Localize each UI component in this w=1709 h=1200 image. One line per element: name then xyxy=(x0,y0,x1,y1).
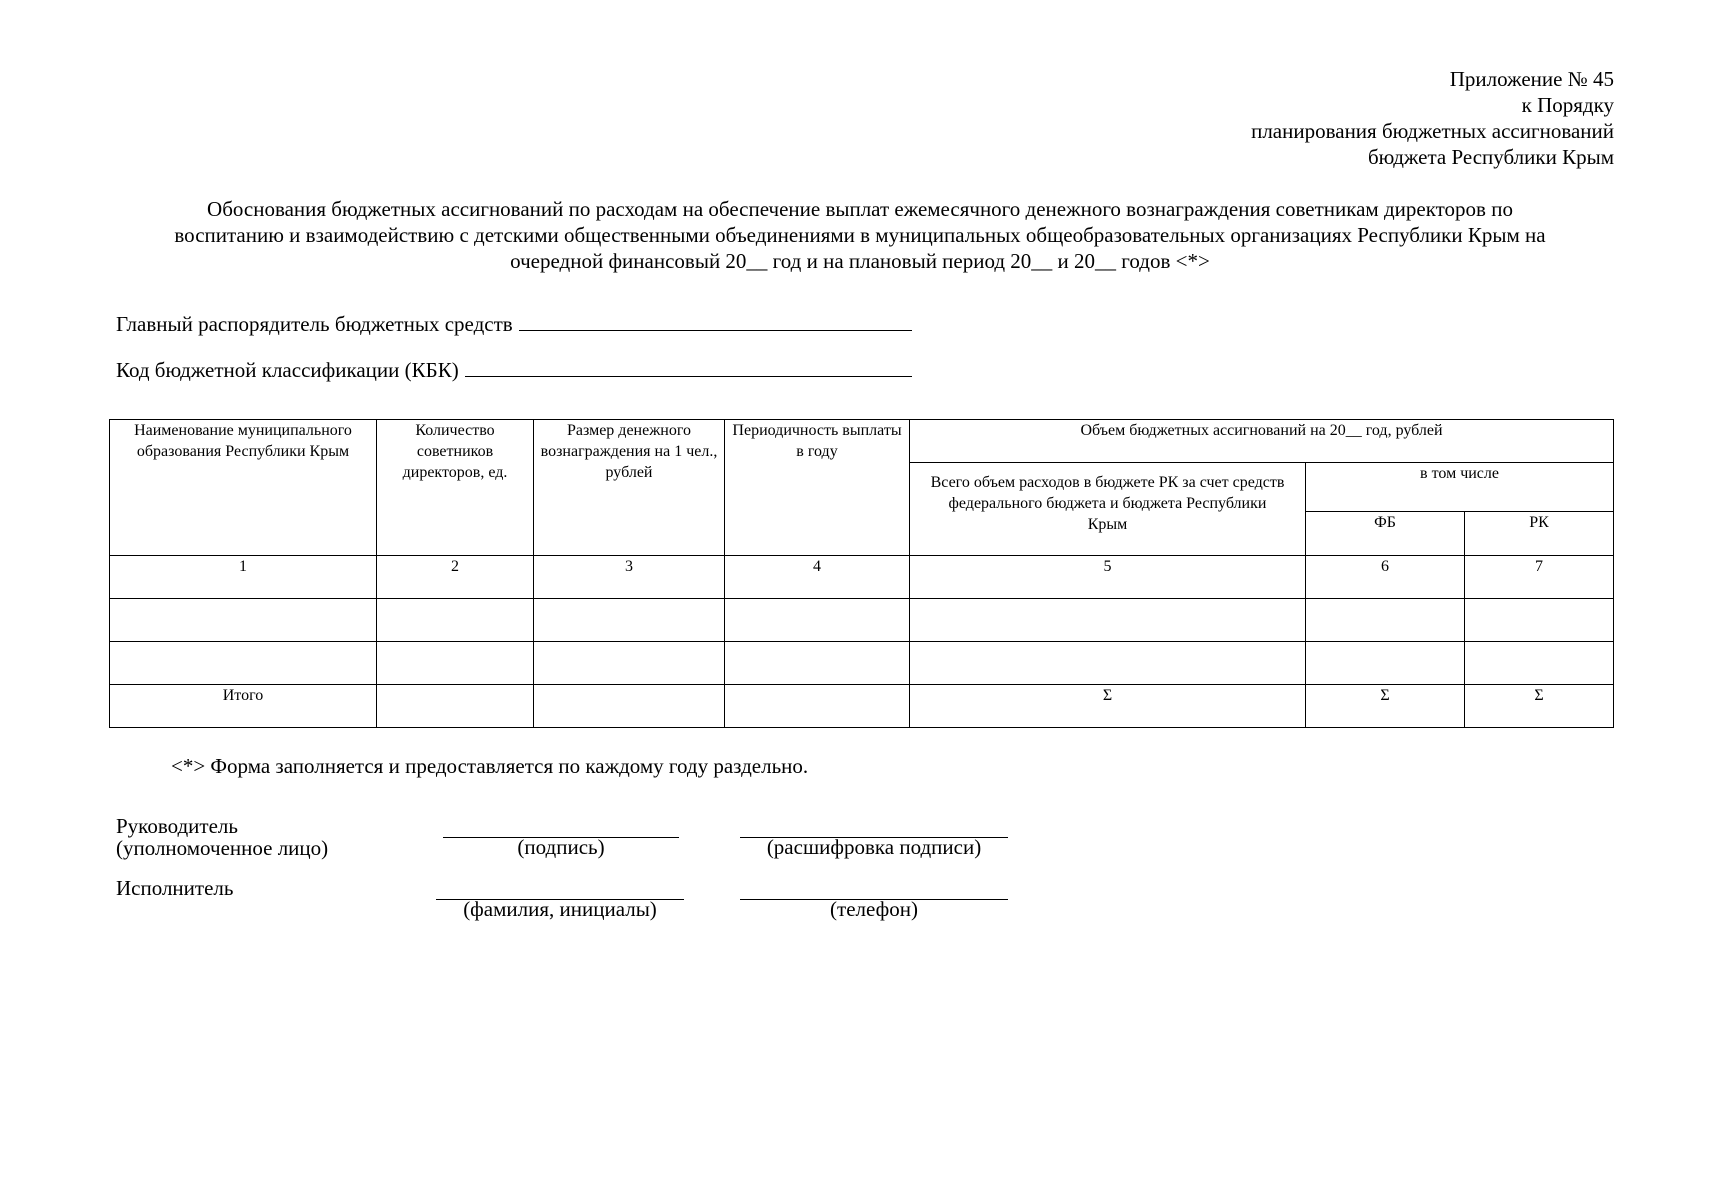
column-number: 2 xyxy=(377,556,534,599)
footnote: <*> Форма заполняется и предоставляется по каждому году раздельно. xyxy=(171,754,809,778)
head-label-line-2: (уполномоченное лицо) xyxy=(116,836,329,860)
appendix-line-3: планирования бюджетных ассигнований xyxy=(1251,119,1614,143)
appendix-header xyxy=(1251,66,1614,170)
document-title xyxy=(110,196,1610,274)
signature-caption: (подпись) xyxy=(517,835,605,859)
column-number: 1 xyxy=(110,556,377,599)
empty-cell[interactable] xyxy=(1306,642,1465,685)
empty-cell[interactable] xyxy=(110,599,377,642)
empty-cell[interactable] xyxy=(377,685,534,728)
header-volume-group: Объем бюджетных ассигнований на 20__ год, рублей xyxy=(910,420,1614,463)
header-municipality: Наименование муниципального образования Республики Крым xyxy=(110,420,377,556)
empty-cell[interactable] xyxy=(534,642,725,685)
appendix-line-4: бюджета Республики Крым xyxy=(1367,145,1614,169)
empty-cell[interactable] xyxy=(725,685,910,728)
empty-cell[interactable] xyxy=(910,599,1306,642)
main-manager-field xyxy=(116,310,912,337)
header-including: в том числе xyxy=(1306,463,1614,512)
empty-cell[interactable] xyxy=(1465,599,1614,642)
kbk-label: Код бюджетной классификации (КБК) xyxy=(116,358,459,382)
empty-cell[interactable] xyxy=(725,642,910,685)
kbk-blank[interactable] xyxy=(465,356,912,377)
empty-cell[interactable] xyxy=(1306,599,1465,642)
column-numbers-row xyxy=(110,556,1614,599)
column-number: 4 xyxy=(725,556,910,599)
empty-cell[interactable] xyxy=(110,642,377,685)
header-reward-size: Размер денежного вознаграждения на 1 чел., рублей xyxy=(534,420,725,556)
title-line-3: очередной финансовый 20__ год и на плановый период 20__ и 20__ годов <*> xyxy=(510,249,1210,273)
main-manager-blank[interactable] xyxy=(519,310,912,331)
column-number: 3 xyxy=(534,556,725,599)
header-advisors-count: Количество советников директоров, ед. xyxy=(377,420,534,556)
empty-cell[interactable] xyxy=(377,642,534,685)
title-line-2: воспитанию и взаимодействию с детскими общественными объединениями в муниципальных общеобразовательных организациях Республики Крым на xyxy=(174,223,1546,247)
executor-label: Исполнитель xyxy=(116,876,234,900)
appropriations-table xyxy=(109,419,1614,728)
decoding-caption: (расшифровка подписи) xyxy=(766,835,982,859)
column-number: 7 xyxy=(1465,556,1614,599)
head-label xyxy=(116,815,328,859)
phone-caption: (телефон) xyxy=(830,897,918,921)
appendix-line-2: к Порядку xyxy=(1521,93,1614,117)
title-line-1: Обоснования бюджетных ассигнований по расходам на обеспечение выплат ежемесячного денежного вознаграждения советникам директоров по xyxy=(207,197,1513,221)
head-label-line-1: Руководитель xyxy=(116,814,238,838)
empty-cell[interactable] xyxy=(377,599,534,642)
sum-rk: Σ xyxy=(1465,685,1614,728)
empty-cell[interactable] xyxy=(725,599,910,642)
empty-cell[interactable] xyxy=(534,685,725,728)
table-row xyxy=(110,642,1614,685)
appendix-line-1: Приложение № 45 xyxy=(1449,67,1614,91)
header-fb: ФБ xyxy=(1306,512,1465,556)
table-row xyxy=(110,599,1614,642)
empty-cell[interactable] xyxy=(534,599,725,642)
sum-fb: Σ xyxy=(1306,685,1465,728)
header-rk: РК xyxy=(1465,512,1614,556)
name-caption: (фамилия, инициалы) xyxy=(463,897,657,921)
empty-cell[interactable] xyxy=(1465,642,1614,685)
main-manager-label: Главный распорядитель бюджетных средств xyxy=(116,312,513,336)
header-row-1 xyxy=(110,420,1614,463)
total-row xyxy=(110,685,1614,728)
header-total-expenses: Всего объем расходов в бюджете РК за счет средств федерального бюджета и бюджета Республики Крым xyxy=(910,463,1306,556)
total-label: Итого xyxy=(110,685,377,728)
column-number: 6 xyxy=(1306,556,1465,599)
column-number: 5 xyxy=(910,556,1306,599)
kbk-field xyxy=(116,356,912,383)
sum-total: Σ xyxy=(910,685,1306,728)
header-periodicity: Периодичность выплаты в году xyxy=(725,420,910,556)
empty-cell[interactable] xyxy=(910,642,1306,685)
